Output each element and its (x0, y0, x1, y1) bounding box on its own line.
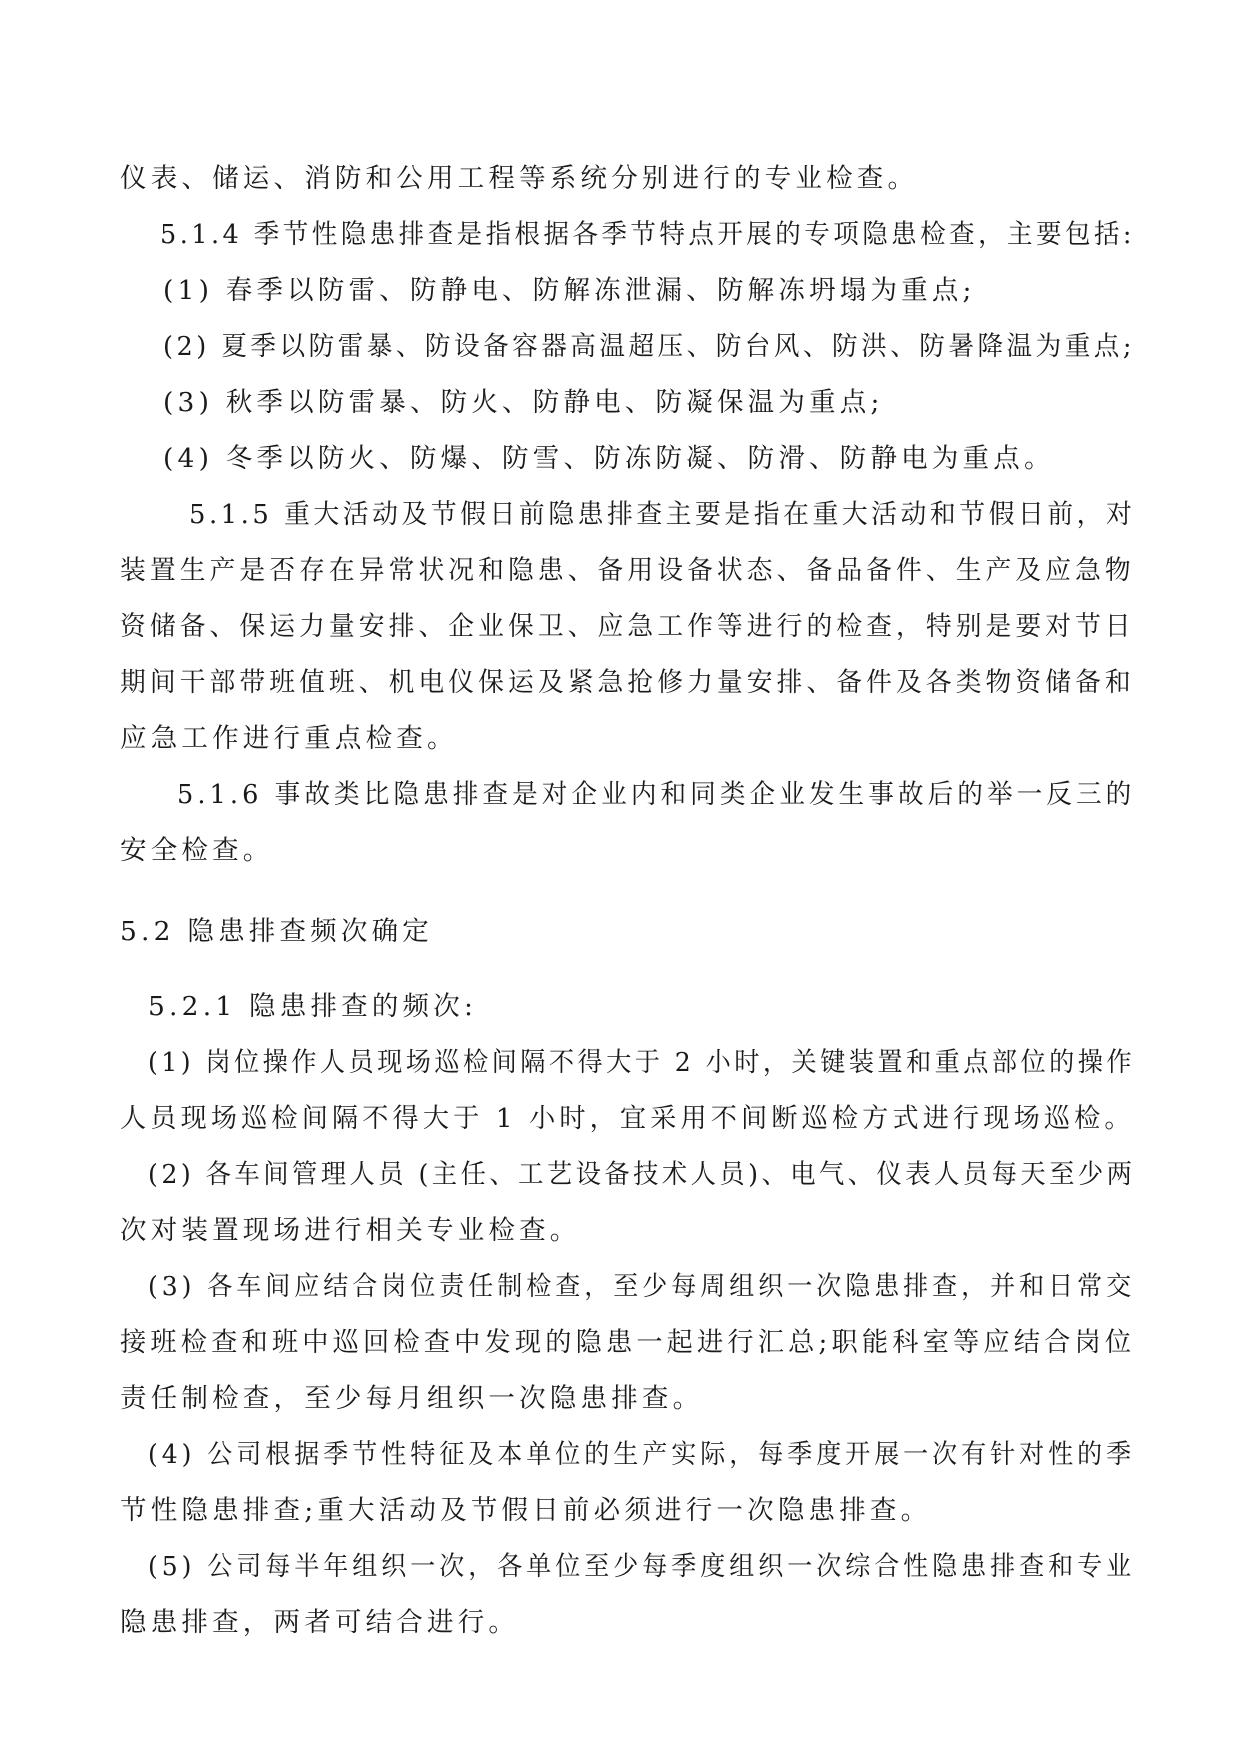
text-line: 资储备、保运力量安排、企业保卫、应急工作等进行的检查，特别是要对节日 (120, 611, 1135, 642)
list-item: (3) 各车间应结合岗位责任制检查，至少每周组织一次隐患排查，并和日常交 (148, 1271, 1136, 1302)
text-line: 责任制检查，至少每月组织一次隐患排查。 (120, 1383, 704, 1414)
section-5-1-6: 5.1.6 事故类比隐患排查是对企业内和同类企业发生事故后的举一反三的 (177, 779, 1136, 810)
text-line: 节性隐患排查;重大活动及节假日前必须进行一次隐患排查。 (120, 1495, 932, 1526)
text-line: 接班检查和班中巡回检查中发现的隐患一起进行汇总;职能科室等应结合岗位 (120, 1327, 1136, 1358)
list-item: (4) 公司根据季节性特征及本单位的生产实际，每季度开展一次有针对性的季 (148, 1439, 1136, 1470)
text-line: 装置生产是否存在异常状况和隐患、备用设备状态、备品备件、生产及应急物 (120, 555, 1135, 586)
text-line: 应急工作进行重点检查。 (120, 723, 458, 754)
text-line: 次对装置现场进行相关专业检查。 (120, 1215, 581, 1246)
section-5-1-4: 5.1.4 季节性隐患排查是指根据各季节特点开展的专项隐患检查，主要包括: (160, 219, 1135, 250)
list-item: (4) 冬季以防火、防爆、防雪、防冻防凝、防滑、防静电为重点。 (163, 443, 1055, 474)
list-item: (1) 岗位操作人员现场巡检间隔不得大于 2 小时，关键装置和重点部位的操作 (148, 1047, 1136, 1078)
text-line: 期间干部带班值班、机电仪保运及紧急抢修力量安排、备件及各类物资储备和 (120, 667, 1135, 698)
text-line: 安全检查。 (120, 835, 274, 866)
list-item: (2) 夏季以防雷暴、防设备容器高温超压、防台风、防洪、防暑降温为重点; (163, 331, 1135, 362)
section-5-1-5: 5.1.5 重大活动及节假日前隐患排查主要是指在重大活动和节假日前，对 (189, 499, 1136, 530)
section-heading-5-2: 5.2 隐患排查频次确定 (120, 916, 433, 947)
list-item: (1) 春季以防雷、防静电、防解冻泄漏、防解冻坍塌为重点; (163, 275, 976, 306)
text-line: 人员现场巡检间隔不得大于 1 小时，宜采用不间断巡检方式进行现场巡检。 (120, 1103, 1135, 1134)
list-item: (2) 各车间管理人员 (主任、工艺设备技术人员)、电气、仪表人员每天至少两 (148, 1159, 1136, 1190)
list-item: (5) 公司每半年组织一次，各单位至少每季度组织一次综合性隐患排查和专业 (148, 1551, 1136, 1582)
list-item: (3) 秋季以防雷暴、防火、防静电、防凝保温为重点; (163, 387, 884, 418)
text-line: 仪表、储运、消防和公用工程等系统分别进行的专业检查。 (120, 163, 919, 194)
text-line: 隐患排查，两者可结合进行。 (120, 1607, 520, 1638)
section-5-2-1: 5.2.1 隐患排查的频次: (148, 991, 478, 1022)
